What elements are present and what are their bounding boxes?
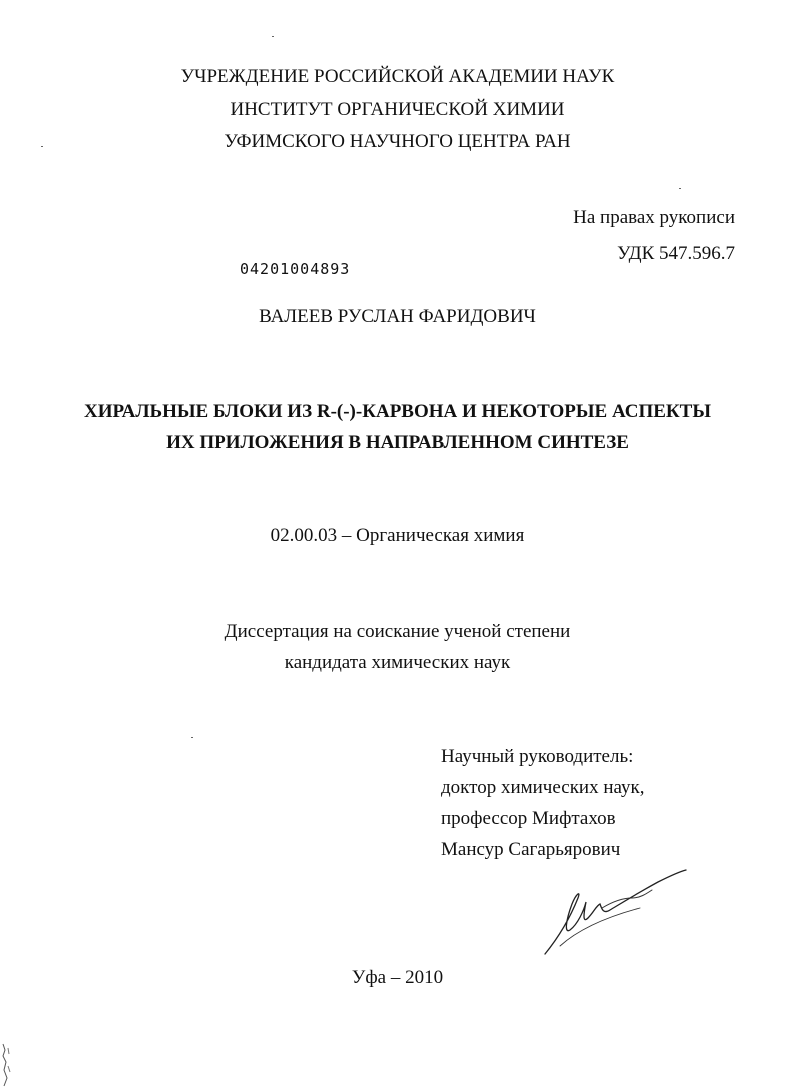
- scan-speck: [41, 146, 43, 147]
- supervisor-degree: доктор химических наук,: [441, 777, 645, 798]
- signature-underline: [560, 908, 640, 946]
- degree-line-2: кандидата химических наук: [284, 652, 511, 673]
- supervisor-title-surname: профессор Мифтахов: [441, 808, 616, 829]
- scan-speck: [272, 36, 274, 37]
- scan-edge-marks: [0, 1040, 14, 1092]
- edge-mark-stroke: [8, 1048, 10, 1072]
- edge-mark-stroke: [3, 1044, 7, 1086]
- manuscript-rights: На правах рукописи: [573, 207, 735, 228]
- scan-speck: [679, 188, 681, 189]
- institution-line-2: ИНСТИТУТ ОРГАНИЧЕСКОЙ ХИМИИ: [230, 99, 565, 120]
- place-and-year: Уфа – 2010: [351, 967, 444, 988]
- dissertation-title-line-1: ХИРАЛЬНЫЕ БЛОКИ ИЗ R-(-)-КАРВОНА И НЕКОТОРЫЕ АСПЕКТЫ: [83, 401, 712, 422]
- signature-flourish: [602, 890, 652, 908]
- dissertation-title-line-2: ИХ ПРИЛОЖЕНИЯ В НАПРАВЛЕННОМ СИНТЕЗЕ: [166, 432, 629, 453]
- specialty-code: 02.00.03 – Органическая химия: [270, 525, 525, 546]
- supervisor-given-names: Мансур Сагарьярович: [441, 839, 621, 860]
- scan-speck: [191, 737, 193, 738]
- supervisor-heading: Научный руководитель:: [441, 746, 634, 767]
- udc-code: УДК 547.596.7: [617, 243, 735, 264]
- signature-image: [540, 868, 690, 960]
- catalog-number: 04201004893: [240, 260, 351, 278]
- degree-line-1: Диссертация на соискание ученой степени: [224, 621, 571, 642]
- institution-line-1: УЧРЕЖДЕНИЕ РОССИЙСКОЙ АКАДЕМИИ НАУК: [180, 66, 615, 87]
- institution-line-3: УФИМСКОГО НАУЧНОГО ЦЕНТРА РАН: [224, 131, 571, 152]
- author-name: ВАЛЕЕВ РУСЛАН ФАРИДОВИЧ: [259, 306, 536, 327]
